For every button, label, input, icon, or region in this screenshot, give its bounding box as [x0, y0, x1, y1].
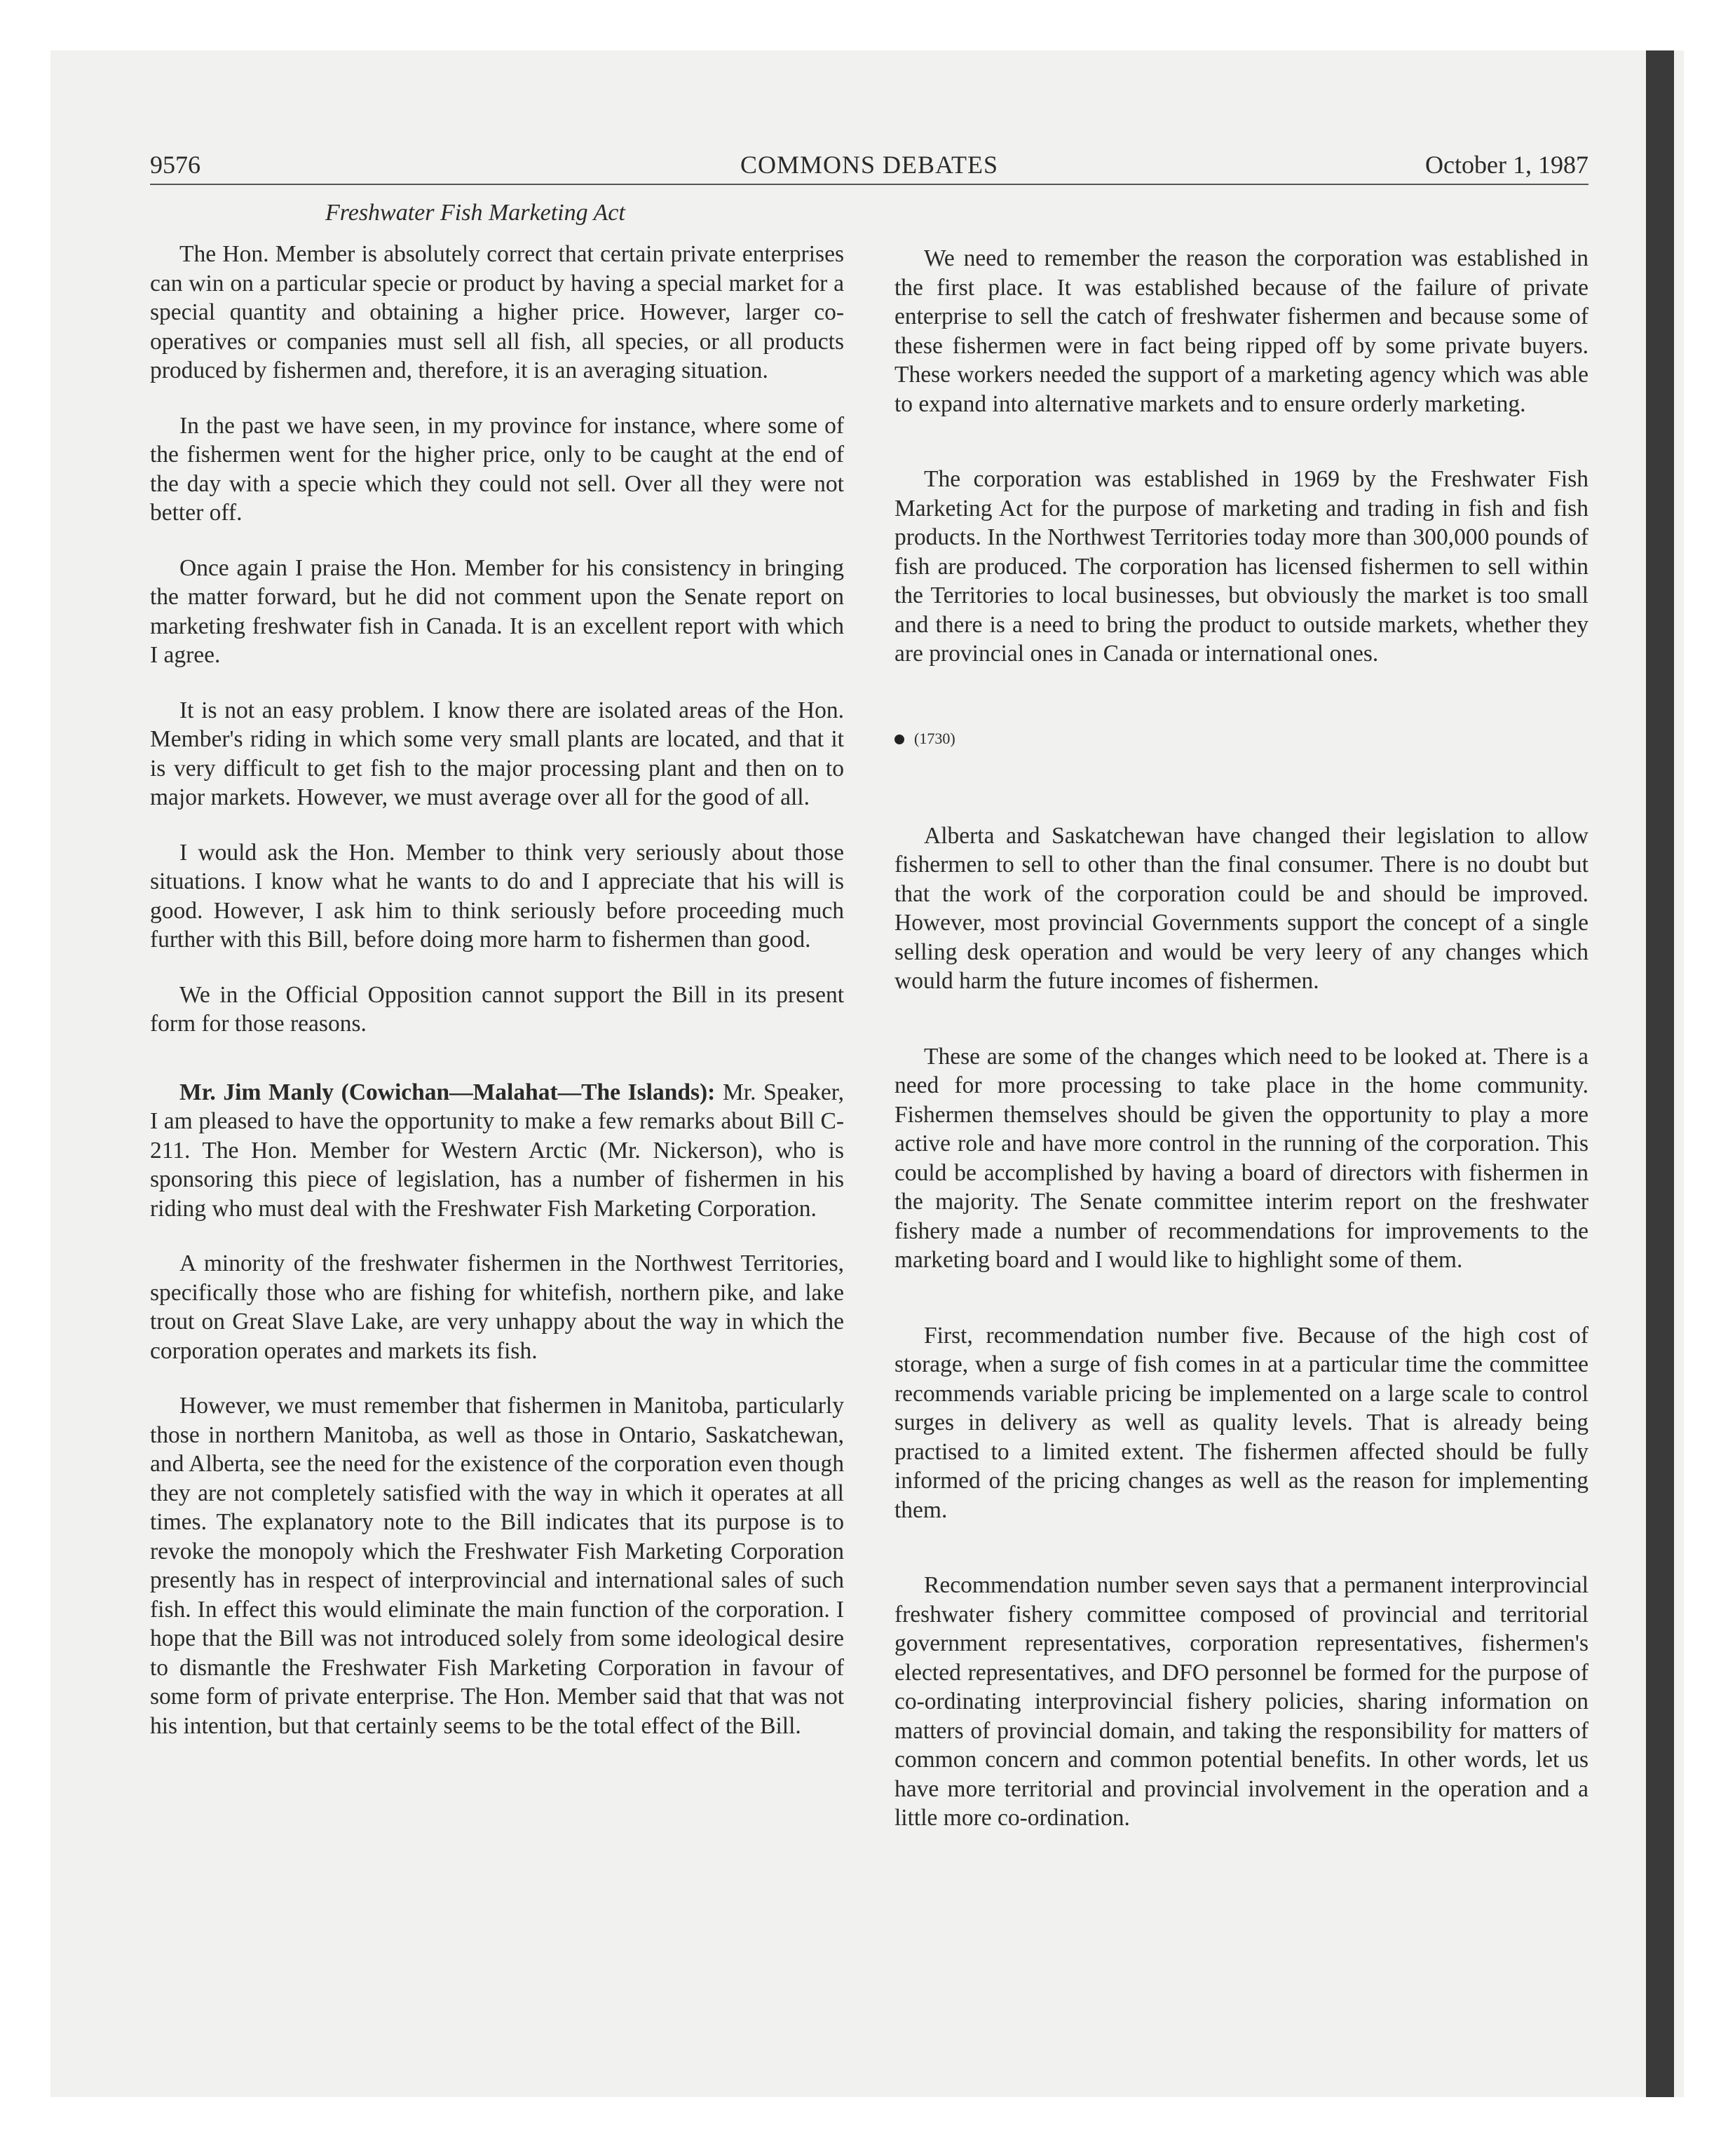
paragraph: In the past we have seen, in my province for instance, where some of the fishermen went for the higher price, only to be caught at the end of the day with a specie which they could not sell. Over all they were not better off.	[150, 412, 844, 526]
time-marker-text: (1730)	[914, 729, 955, 747]
paragraph: These are some of the changes which need to be looked at. There is a need for more processing to take place in the home community. Fishermen themselves should be given the opportunity to play a more active role and have more control in the running of the corporation. This could be accomplished by having a board of directors with fishermen in the majority. The Senate committee interim report on the freshwater fishery made a number of recommendations for improvements to the marketing board and I would like to highlight some of them.	[894, 1043, 1588, 1273]
paragraph: However, we must remember that fishermen in Manitoba, particularly those in northern Manitoba, as well as those in Ontario, Saskatchewan, and Alberta, see the need for the existence of the corporation even though they are not completely satisfied with the way in which it operates at all times. The explanatory note to the Bill indicates that its purpose is to revoke the monopoly which the Freshwater Fish Marketing Corporation presently has in respect of interprovincial and international sales of such fish. In effect this would eliminate the main function of the corporation. I hope that the Bill was not introduced solely from some ideological desire to dismantle the Freshwater Fish Marketing Corporation in favour of some form of private enterprise. The Hon. Member said that that was not his intention, but that certainly seems to be the total effect of the Bill.	[150, 1393, 844, 1739]
paragraph: Alberta and Saskatchewan have changed their legislation to allow fishermen to sell to other than the final consumer. There is no doubt but that the work of the corporation could be and should be improved. However, most provincial Governments support the concept of a single selling desk operation and would be very leery of any changes which would harm the future incomes of fishermen.	[894, 822, 1588, 994]
publication-title: COMMONS DEBATES	[740, 151, 999, 179]
paragraph: A minority of the freshwater fishermen in the Northwest Territories, specifically those who are fishing for whitefish, northern pike, and lake trout on Great Slave Lake, are very unhappy about the way in which the corporation operates and markets its fish.	[150, 1250, 844, 1364]
paragraph: Once again I praise the Hon. Member for his consistency in bringing the matter forward, but he did not comment upon the Senate report on marketing freshwater fish in Canada. It is an excellent report with which I agree.	[150, 554, 844, 668]
paragraph: We in the Official Opposition cannot support the Bill in its present form for those reasons.	[150, 981, 844, 1037]
header-rule	[150, 184, 1588, 185]
speaker-paragraph	[150, 1078, 844, 1224]
left-column	[150, 196, 844, 1740]
paragraph: The Hon. Member is absolutely correct that certain private enterprises can win on a particular specie or product by having a special market for a special quantity and obtaining a higher price. However, larger co-operatives or companies must sell all fish, all species, or all products produced by fishermen and, therefore, it is an averaging situation.	[150, 241, 844, 383]
paragraph: The corporation was established in 1969 by the Freshwater Fish Marketing Act for the purpose of marketing and trading in fish and fish products. In the Northwest Territories today more than 300,000 pounds of fish are produced. The corporation has licensed fishermen to sell within the Territories to local businesses, but obviously the market is too small and there is a need to bring the product to outside markets, whether they are provincial ones in Canada or international ones.	[894, 466, 1588, 667]
right-column	[894, 244, 1588, 1833]
paragraph: Recommendation number seven says that a permanent interprovincial freshwater fishery committee composed of provincial and territorial government representatives, corporation representatives, fishermen's elected representatives, and DFO personnel be formed for the purpose of co-ordinating interprovincial fishery policies, sharing information on matters of provincial domain, and taking the responsibility for matters of common concern and common potential benefits. In other words, let us have more territorial and provincial involvement in the operation and a little more co-ordination.	[894, 1572, 1588, 1831]
speech-text: Mr. Speaker, I am pleased to have the opportunity to make a few remarks about Bill C-211. The Hon. Member for Western Arctic (Mr. Nickerson), who is sponsoring this piece of legislation, has a number of fishermen in his riding who must deal with the Freshwater Fish Marketing Corporation.	[150, 1079, 844, 1222]
running-head: Freshwater Fish Marketing Act	[325, 200, 625, 226]
page-header	[150, 147, 1588, 182]
scan-edge-bar	[1646, 50, 1674, 2097]
paragraph: It is not an easy problem. I know there are isolated areas of the Hon. Member's riding in which some very small plants are located, and that it is very difficult to get fish to the major processing plant and then on to major markets. However, we must average over all for the good of all.	[150, 697, 844, 810]
page-date: October 1, 1987	[1425, 151, 1588, 179]
paragraph: First, recommendation number five. Because of the high cost of storage, when a surge of fish comes in at a particular time the committee recommends variable pricing be implemented on a large scale to control surges in delivery as well as quality levels. That is already being practised to a limited extent. The fishermen affected should be fully informed of the pricing changes as well as the reason for implementing them.	[894, 1322, 1588, 1523]
paragraph: I would ask the Hon. Member to think very seriously about those situations. I know what he wants to do and I appreciate that his will is good. However, I ask him to think seriously before proceeding much further with this Bill, before doing more harm to fishermen than good.	[150, 839, 844, 953]
document-page	[150, 147, 1588, 1984]
paragraph: We need to remember the reason the corporation was established in the first place. It was established because of the failure of private enterprise to sell the catch of freshwater fishermen and because some of these fishermen were in fact being ripped off by some private buyers. These workers needed the support of a marketing agency which was able to expand into alternative markets and to ensure orderly marketing.	[894, 245, 1588, 417]
bullet-icon	[894, 735, 904, 744]
time-marker	[894, 725, 1588, 753]
page-number: 9576	[150, 151, 200, 179]
speaker-name: Mr. Jim Manly (Cowichan—Malahat—The Islands):	[179, 1079, 716, 1105]
